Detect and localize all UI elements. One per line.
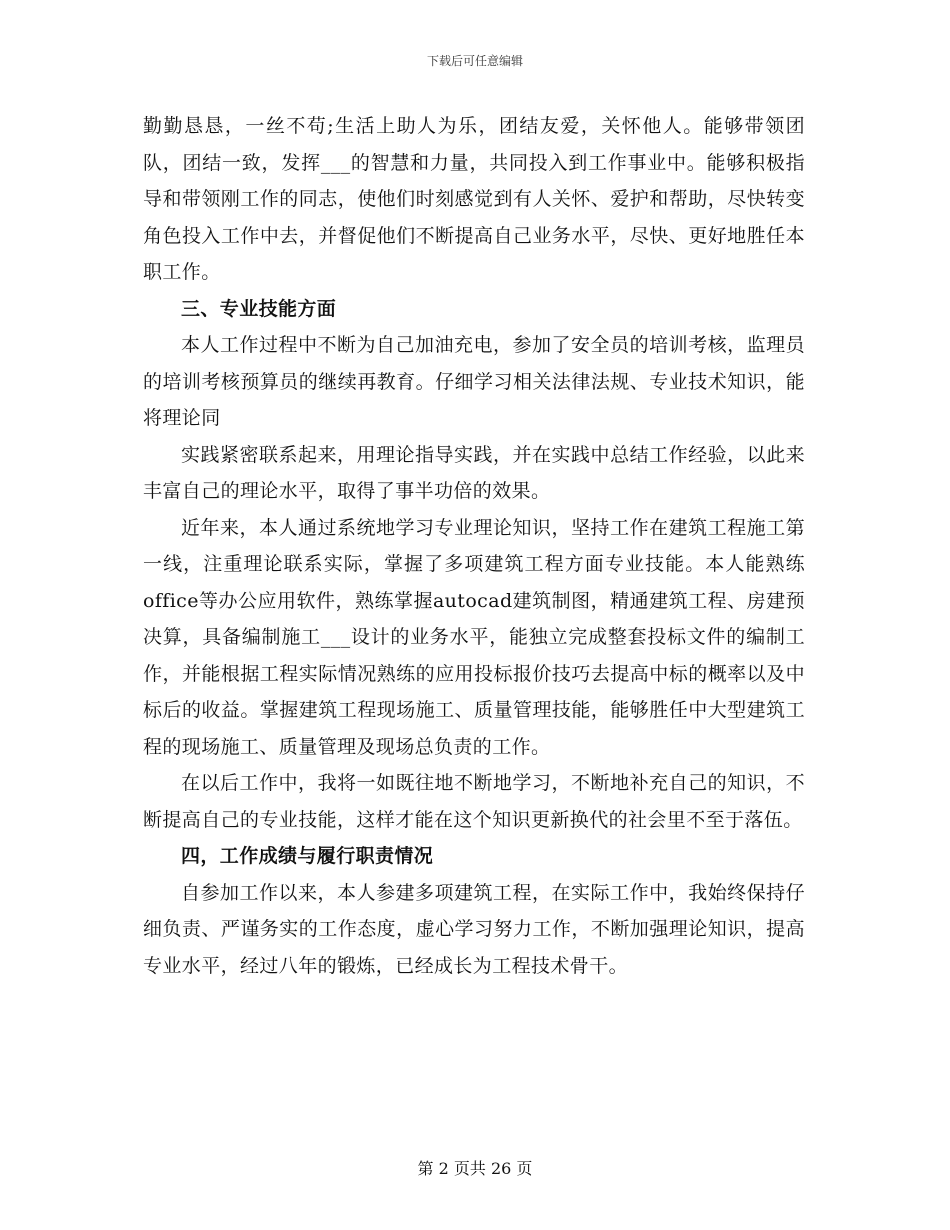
paragraph: 本人工作过程中不断为自己加油充电，参加了安全员的培训考核，监理员的培训考核预算员的继续再教育。仔细学习相关法律法规、专业技术知识，能将理论同 <box>143 334 805 429</box>
section-heading: 三、专业技能方面 <box>181 297 337 320</box>
paragraph: 实践紧密联系起来，用理论指导实践，并在实践中总结工作经验，以此来丰富自己的理论水平，取得了事半功倍的效果。 <box>143 443 805 502</box>
paragraph: 勤勤恳恳，一丝不苟;生活上助人为乐，团结友爱，关怀他人。能够带领团队，团结一致，发挥___的智慧和力量，共同投入到工作事业中。能够积极指导和带领刚工作的同志，使他们时刻感觉到有人关怀、爱护和帮助，尽快转变角色投入工作中去，并督促他们不断提高自己业务水平，尽快、更好地胜任本职工作。 <box>143 115 805 283</box>
paragraph: 近年来，本人通过系统地学习专业理论知识，坚持工作在建筑工程施工第一线，注重理论联系实际，掌握了多项建筑工程方面专业技能。本人能熟练office等办公应用软件，熟练掌握autocad建筑制图，精通建筑工程、房建预决算，具备编制施工___设计的业务水平，能独立完成整套投标文件的编制工作，并能根据工程实际情况熟练的应用投标报价技巧去提高中标的概率以及中标后的收益。掌握建筑工程现场施工、质量管理技能，能够胜任中大型建筑工程的现场施工、质量管理及现场总负责的工作。 <box>143 516 805 758</box>
paragraph: 自参加工作以来，本人参建多项建筑工程，在实际工作中，我始终保持仔细负责、严谨务实的工作态度，虚心学习努力工作，不断加强理论知识，提高专业水平，经过八年的锻炼，已经成长为工程技术骨干。 <box>143 881 805 977</box>
page-header: 下载后可任意编辑 <box>426 54 523 68</box>
document-body <box>143 108 805 984</box>
page-number: 第 2 页共 26 页 <box>417 1159 533 1178</box>
section-heading: 四，工作成绩与履行职责情况 <box>181 845 434 867</box>
paragraph: 在以后工作中，我将一如既往地不断地学习，不断地补充自己的知识，不断提高自己的专业技能，这样才能在这个知识更新换代的社会里不至于落伍。 <box>143 772 805 831</box>
